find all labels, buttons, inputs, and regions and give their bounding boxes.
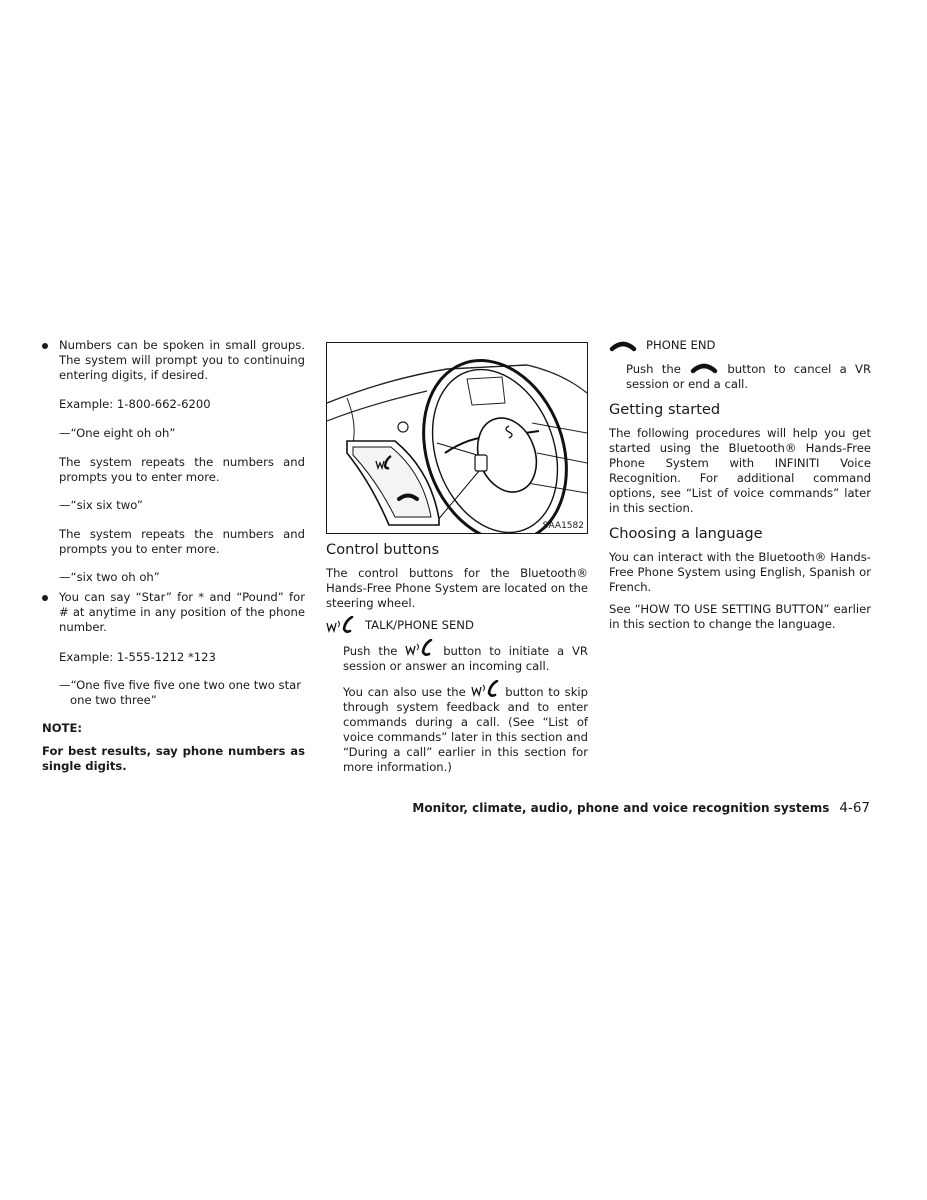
- body-text: The following procedures will help you get started using the Bluetooth® Hands-Free Phone System with INFINITI Voice Recognition. For additional command options, see “List of voice commands” later in this section.: [609, 426, 871, 515]
- talk-phone-send-icon: [405, 639, 435, 657]
- section-heading: Choosing a language: [609, 525, 763, 542]
- talk-phone-send-icon: [326, 616, 356, 634]
- note-label: NOTE:: [42, 721, 83, 735]
- bullet-dot: [42, 343, 48, 349]
- phone-end-icon: [609, 339, 637, 353]
- quote-text: —“six six two”: [59, 498, 143, 512]
- body-text: See “HOW TO USE SETTING BUTTON” earlier in this section to change the language.: [609, 602, 871, 631]
- phone-end-label: PHONE END: [646, 338, 716, 352]
- quote-text: —“six two oh oh”: [59, 570, 160, 584]
- talk-phone-send-label: TALK/PHONE SEND: [365, 617, 474, 632]
- note-text: For best results, say phone numbers as single digits.: [42, 744, 305, 773]
- figure-code: SAA1582: [542, 521, 584, 531]
- steering-wheel-illustration: [327, 343, 587, 533]
- body-text: The system repeats the numbers and prompts you to enter more.: [59, 455, 305, 484]
- bullet-dot: [42, 595, 48, 601]
- talk-phone-send-icon: [471, 680, 501, 698]
- body-text: The system repeats the numbers and prompts you to enter more.: [59, 527, 305, 556]
- quote-text: —“One eight oh oh”: [59, 426, 176, 440]
- bullet-numbers-groups: Numbers can be spoken in small groups. The system will prompt you to continuing entering digits, if desired.: [42, 338, 305, 383]
- steering-wheel-figure: [326, 342, 588, 534]
- example-text: Example: 1-555-1212 *123: [59, 650, 216, 664]
- body-text: Push the button to cancel a VR session or end a call.: [626, 362, 871, 391]
- body-text: The control buttons for the Bluetooth® Hands-Free Phone System are located on the steering wheel.: [326, 566, 588, 610]
- section-heading: Control buttons: [326, 541, 440, 558]
- quote-text: —“One five five five one two one two star one two three”: [59, 678, 302, 707]
- section-heading: Getting started: [609, 401, 721, 418]
- footer-section-title: Monitor, climate, audio, phone and voice recognition systems: [412, 801, 830, 815]
- body-text: You can interact with the Bluetooth® Hands-Free Phone System using English, Spanish or French.: [609, 550, 871, 594]
- bullet-star-pound: You can say “Star” for * and “Pound” for # at anytime in any position of the phone number.: [42, 590, 305, 635]
- page-number: 4-67: [839, 800, 870, 816]
- phone-end-icon: [689, 361, 719, 375]
- body-text: Push the button to initiate a VR session or answer an incoming call.: [326, 639, 588, 674]
- example-text: Example: 1-800-662-6200: [59, 397, 211, 411]
- end-button-row: [609, 338, 871, 353]
- column-1: [42, 338, 305, 774]
- body-text: You can also use the button to skip through system feedback and to enter commands during a call. (See “List of voice commands” later in this section and “During a call” earlier in this section for more information.): [326, 680, 588, 775]
- column-2: [326, 342, 588, 775]
- talk-button-row: [326, 616, 588, 634]
- page-footer: [412, 800, 870, 816]
- column-3: [609, 338, 871, 632]
